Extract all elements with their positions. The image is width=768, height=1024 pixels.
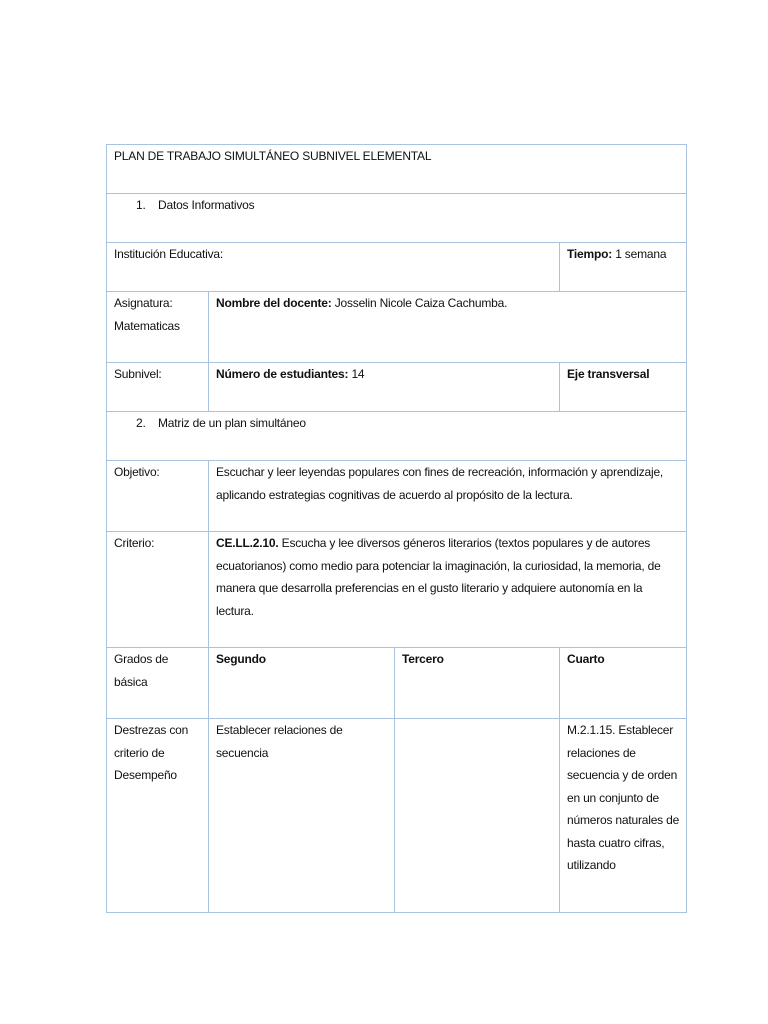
tiempo-label: Tiempo:: [567, 247, 613, 261]
title-row: [107, 145, 687, 194]
eje-label: Eje transversal: [567, 367, 650, 381]
institucion-row: [107, 243, 687, 292]
docente-value: Josselin Nicole Caiza Cachumba.: [334, 296, 508, 310]
objetivo-text-cell: [209, 461, 687, 532]
destreza-cuarto-cell: [560, 719, 687, 913]
criterio-code: CE.LL.2.10.: [216, 536, 279, 550]
section1-row: [107, 194, 687, 243]
section1-number: 1.: [136, 198, 146, 212]
grado-segundo: Segundo: [216, 652, 266, 666]
destreza-tercero-cell: [395, 719, 560, 913]
subnivel-row: [107, 363, 687, 412]
grado-segundo-cell: [209, 648, 395, 719]
grados-label: Grados de básica: [114, 652, 169, 689]
destrezas-row: [107, 719, 687, 913]
objetivo-text: Escuchar y leer leyendas populares con fines de recreación, información y aprendizaje, aplicando estrategias cognitivas de acuerdo al propósito de la lectura.: [216, 465, 664, 502]
estudiantes-cell: [209, 363, 560, 412]
criterio-text-cell: [209, 532, 687, 648]
plan-table: [106, 144, 687, 913]
grado-cuarto: Cuarto: [567, 652, 605, 666]
section2-label: Matriz de un plan simultáneo: [158, 416, 306, 430]
docente-cell: [209, 292, 687, 363]
destreza-segundo-cell: [209, 719, 395, 913]
section2-row: [107, 412, 687, 461]
section1-label: Datos Informativos: [158, 198, 255, 212]
tiempo-value: 1 semana: [615, 247, 667, 261]
asignatura-cell: [107, 292, 209, 363]
subnivel-label: Subnivel:: [114, 367, 162, 381]
destrezas-label-cell: [107, 719, 209, 913]
docente-label: Nombre del docente:: [216, 296, 332, 310]
destreza-cuarto-clip: [567, 719, 680, 910]
eje-cell: [560, 363, 687, 412]
document-title: [107, 145, 687, 194]
institucion-cell: [107, 243, 560, 292]
grado-tercero: Tercero: [402, 652, 444, 666]
objetivo-label-cell: [107, 461, 209, 532]
asignatura-label: Asignatura:: [114, 296, 173, 310]
criterio-label: Criterio:: [114, 536, 155, 550]
criterio-text: Escucha y lee diversos géneros literarios (textos populares y de autores ecuatorianos) como medio para potenciar la imaginación, la curiosidad, la memoria, de manera que desarrolla preferencias en el gusto literario y adquiere autonomía en la lectura.: [216, 536, 661, 618]
grados-label-cell: [107, 648, 209, 719]
section2-heading: [107, 412, 687, 461]
destrezas-label: Destrezas con criterio de Desempeño: [114, 723, 189, 782]
objetivo-label: Objetivo:: [114, 465, 160, 479]
objetivo-row: [107, 461, 687, 532]
title-text: PLAN DE TRABAJO SIMULTÁNEO SUBNIVEL ELEMENTAL: [114, 149, 432, 163]
destreza-cuarto: M.2.1.15. Establecer relaciones de secuencia y de orden en un conjunto de números naturales de hasta cuatro cifras, utilizando: [567, 723, 680, 872]
criterio-row: [107, 532, 687, 648]
tiempo-cell: [560, 243, 687, 292]
subnivel-cell: [107, 363, 209, 412]
grados-row: [107, 648, 687, 719]
asignatura-row: [107, 292, 687, 363]
asignatura-value: Matematicas: [114, 318, 180, 333]
institucion-label: Institución Educativa:: [114, 247, 223, 261]
estudiantes-label: Número de estudiantes:: [216, 367, 349, 381]
criterio-label-cell: [107, 532, 209, 648]
destreza-segundo: Establecer relaciones de secuencia: [216, 723, 343, 760]
section1-heading: [107, 194, 687, 243]
grado-tercero-cell: [395, 648, 560, 719]
grado-cuarto-cell: [560, 648, 687, 719]
estudiantes-value: 14: [351, 367, 365, 381]
section2-number: 2.: [136, 416, 146, 430]
